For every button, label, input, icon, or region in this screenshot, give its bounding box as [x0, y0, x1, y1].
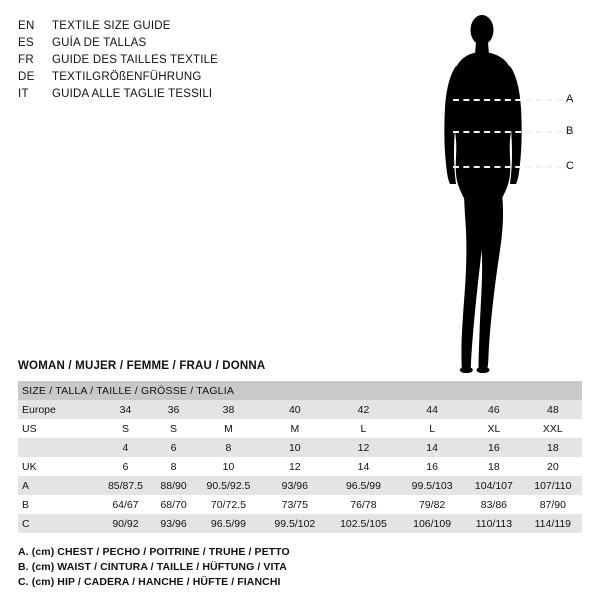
cell: 20: [524, 457, 582, 476]
cell: 73/75: [263, 495, 327, 514]
row-label-b: B: [18, 495, 98, 514]
language-text-de: TEXTILGRÖßENFÜHRUNG: [52, 71, 202, 83]
language-text-es: GUÍA DE TALLAS: [52, 37, 147, 49]
cell: 93/96: [153, 514, 194, 533]
cell: L: [327, 419, 400, 438]
cell: 64/67: [98, 495, 153, 514]
cell: 46: [464, 400, 524, 419]
language-text-it: GUIDA ALLE TAGLIE TESSILI: [52, 88, 213, 100]
language-row-en: [18, 18, 318, 35]
language-text-fr: GUIDE DES TAILLES TEXTILE: [52, 54, 219, 66]
row-label-uk: UK: [18, 457, 98, 476]
group-title-woman: WOMAN / MUJER / FEMME / FRAU / DONNA: [18, 360, 266, 372]
cell: 12: [263, 457, 327, 476]
measure-label-c: C: [566, 160, 574, 172]
table-header-label: SIZE / TALLA / TAILLE / GRÖSSE / TAGLIA: [18, 381, 582, 400]
cell: 12: [327, 438, 400, 457]
cell: 38: [194, 400, 263, 419]
cell: 42: [327, 400, 400, 419]
cell: XL: [464, 419, 524, 438]
size-table: [18, 381, 582, 533]
cell: 14: [327, 457, 400, 476]
cell: 114/119: [524, 514, 582, 533]
cell: 4: [98, 438, 153, 457]
footnote-b: B. (cm) WAIST / CINTURA / TAILLE / HÜFTUNG / VITA: [18, 561, 287, 573]
language-text-en: TEXTILE SIZE GUIDE: [52, 20, 171, 32]
cell: 93/96: [263, 476, 327, 495]
cell: 110/113: [464, 514, 524, 533]
cell: 6: [98, 457, 153, 476]
cell: 48: [524, 400, 582, 419]
row-label-us-numeric: [18, 438, 98, 457]
cell: 10: [263, 438, 327, 457]
language-code-de: DE: [18, 71, 35, 83]
row-label-c: C: [18, 514, 98, 533]
cell: 36: [153, 400, 194, 419]
language-row-it: [18, 86, 318, 103]
female-body-figure: [420, 8, 590, 373]
cell: 34: [98, 400, 153, 419]
row-label-a: A: [18, 476, 98, 495]
table-row: [18, 419, 582, 438]
table-row: [18, 438, 582, 457]
cell: 90/92: [98, 514, 153, 533]
table-row: [18, 514, 582, 533]
cell: 18: [464, 457, 524, 476]
measure-line-a: [453, 99, 573, 101]
language-code-es: ES: [18, 37, 34, 49]
measure-line-b: [453, 131, 573, 133]
footnote-a: A. (cm) CHEST / PECHO / POITRINE / TRUHE / PETTO: [18, 546, 290, 558]
cell: 8: [153, 457, 194, 476]
cell: 99.5/102: [263, 514, 327, 533]
language-row-de: [18, 69, 318, 86]
language-code-en: EN: [18, 20, 35, 32]
measure-label-b: B: [566, 125, 574, 137]
female-silhouette-icon: [420, 8, 590, 373]
cell: 85/87.5: [98, 476, 153, 495]
language-row-es: [18, 35, 318, 52]
cell: 16: [400, 457, 464, 476]
cell: 14: [400, 438, 464, 457]
cell: XXL: [524, 419, 582, 438]
table-row: [18, 476, 582, 495]
measure-label-a: A: [566, 93, 574, 105]
cell: 18: [524, 438, 582, 457]
cell: 83/86: [464, 495, 524, 514]
cell: S: [98, 419, 153, 438]
table-header-row: [18, 381, 582, 400]
cell: M: [263, 419, 327, 438]
cell: 44: [400, 400, 464, 419]
cell: 106/109: [400, 514, 464, 533]
cell: 70/72.5: [194, 495, 263, 514]
cell: 104/107: [464, 476, 524, 495]
measure-line-c: [453, 166, 573, 168]
language-code-fr: FR: [18, 54, 34, 66]
cell: 107/110: [524, 476, 582, 495]
cell: 87/90: [524, 495, 582, 514]
row-label-us: US: [18, 419, 98, 438]
cell: L: [400, 419, 464, 438]
cell: 6: [153, 438, 194, 457]
cell: 10: [194, 457, 263, 476]
footnotes-block: [18, 545, 582, 590]
language-code-it: IT: [18, 88, 29, 100]
cell: 88/90: [153, 476, 194, 495]
cell: 99.5/103: [400, 476, 464, 495]
cell: 79/82: [400, 495, 464, 514]
cell: M: [194, 419, 263, 438]
table-row: [18, 400, 582, 419]
cell: 8: [194, 438, 263, 457]
cell: 40: [263, 400, 327, 419]
table-row: [18, 457, 582, 476]
cell: 96.5/99: [327, 476, 400, 495]
cell: 96.5/99: [194, 514, 263, 533]
cell: 16: [464, 438, 524, 457]
cell: 76/78: [327, 495, 400, 514]
row-label-europe: Europe: [18, 400, 98, 419]
cell: 90.5/92.5: [194, 476, 263, 495]
cell: S: [153, 419, 194, 438]
footnote-c: C. (cm) HIP / CADERA / HANCHE / HÜFTE / FIANCHI: [18, 576, 281, 588]
table-row: [18, 495, 582, 514]
cell: 102.5/105: [327, 514, 400, 533]
language-header-block: [18, 18, 318, 103]
cell: 68/70: [153, 495, 194, 514]
language-row-fr: [18, 52, 318, 69]
